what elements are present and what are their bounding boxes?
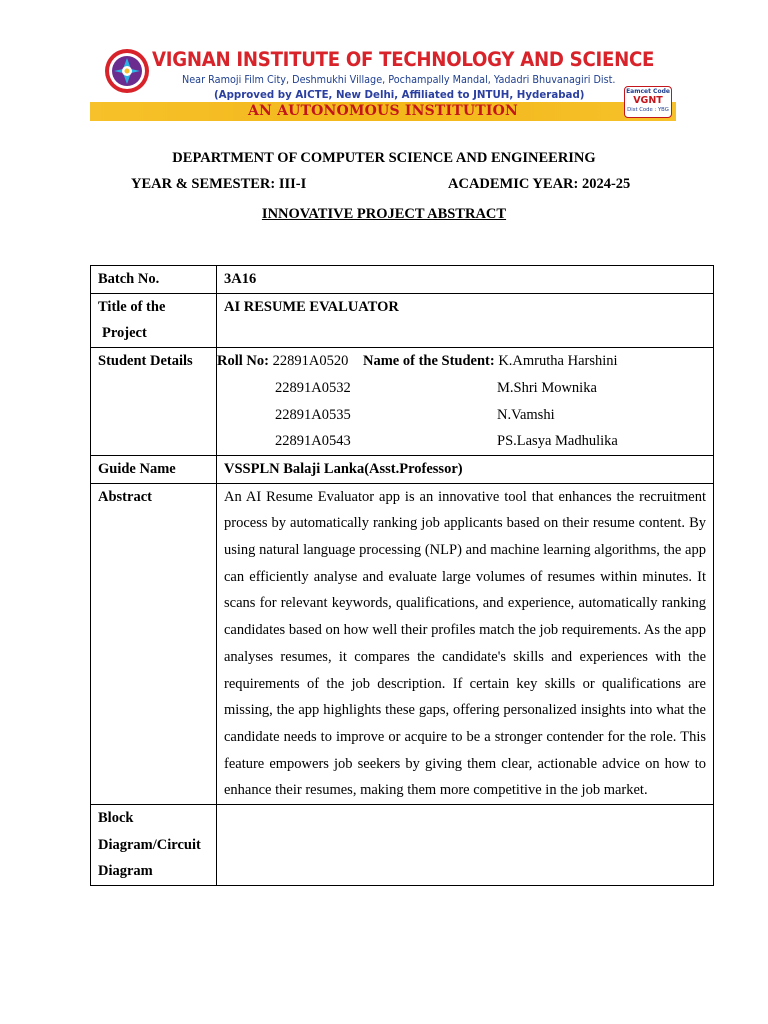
diagram-label-line2: Diagram/Circuit xyxy=(98,836,201,853)
abstract-heading: INNOVATIVE PROJECT ABSTRACT xyxy=(261,206,507,222)
project-details-table xyxy=(90,265,714,886)
title-value: AI RESUME EVALUATOR xyxy=(217,293,714,347)
table-row-abstract xyxy=(91,483,714,804)
table-row-guide xyxy=(91,455,714,483)
student-name: PS.Lasya Madhulika xyxy=(497,433,618,450)
title-label-line1: Title of the xyxy=(98,298,166,315)
dist-code: Dist Code : YBG xyxy=(627,107,669,113)
student-row xyxy=(217,402,713,429)
guide-label: Guide Name xyxy=(91,455,217,483)
eamcet-code: VGNT xyxy=(633,95,663,106)
batch-label: Batch No. xyxy=(91,266,217,294)
title-label xyxy=(91,293,217,347)
title-label-line2: Project xyxy=(102,325,147,342)
batch-value: 3A16 xyxy=(217,266,714,294)
institute-logo-icon xyxy=(104,48,150,94)
autonomous-label: AN AUTONOMOUS INSTITUTION xyxy=(247,103,519,119)
table-row-diagram xyxy=(91,805,714,886)
guide-value: VSSPLN Balaji Lanka(Asst.Professor) xyxy=(217,455,714,483)
roll-number: 22891A0520 xyxy=(272,353,349,370)
student-row xyxy=(217,428,713,455)
diagram-label-line1: Block xyxy=(98,810,134,827)
name-cell xyxy=(363,348,713,375)
institute-name: VIGNAN INSTITUTE OF TECHNOLOGY AND SCIENCE xyxy=(152,48,655,71)
abstract-text: An AI Resume Evaluator app is an innovative tool that enhances the recruitment process by automatically ranking job applicants based on their resume content. By using natural language processing (NLP) and machine learning algorithms, the app can efficiently analyse and evaluate large volumes of resumes within minutes. It scans for relevant keywords, qualifications, and experience, automatically ranking candidates based on how well their profiles match the job requirements. As the app analyses resumes, it compares the candidate's skills and experiences with the requirements of the job description. If certain key skills or qualifications are missing, the app highlights these gaps, offering personalized insights into what the candidate needs to improve or acquire to be a stronger contender for the role. This feature empowers job seekers by giving them clear, actionable advice on how to enhance their resumes, making them more competitive in the job market. xyxy=(217,483,714,804)
student-name-label: Name of the Student: xyxy=(363,353,495,370)
eamcet-code-badge xyxy=(624,86,672,118)
roll-number: 22891A0543 xyxy=(275,433,351,450)
name-cell xyxy=(363,402,713,429)
diagram-value xyxy=(217,805,714,886)
name-cell xyxy=(363,428,713,455)
year-semester: YEAR & SEMESTER: III-I xyxy=(131,176,307,192)
roll-label: Roll No: xyxy=(217,353,269,370)
department-heading: DEPARTMENT OF COMPUTER SCIENCE AND ENGINEERING xyxy=(172,150,596,166)
students-table xyxy=(217,348,713,455)
student-details-label: Student Details xyxy=(91,348,217,456)
abstract-label: Abstract xyxy=(91,483,217,804)
roll-cell xyxy=(217,348,363,375)
student-row xyxy=(217,375,713,402)
student-row xyxy=(217,348,713,375)
student-name: K.Amrutha Harshini xyxy=(498,353,618,370)
autonomous-bar xyxy=(90,102,676,121)
eamcet-label: Eamcet Code xyxy=(626,88,670,95)
roll-cell xyxy=(217,428,363,455)
table-row-students xyxy=(91,348,714,456)
roll-number: 22891A0532 xyxy=(275,379,351,396)
table-row-title xyxy=(91,293,714,347)
institute-approval: (Approved by AICTE, New Delhi, Affiliated to JNTUH, Hyderabad) xyxy=(214,88,585,101)
roll-cell xyxy=(217,402,363,429)
institute-address: Near Ramoji Film City, Deshmukhi Village, Pochampally Mandal, Yadadri Bhuvanagiri Dist. xyxy=(182,74,616,86)
table-row-batch xyxy=(91,266,714,294)
roll-cell xyxy=(217,375,363,402)
diagram-label xyxy=(91,805,217,886)
name-cell xyxy=(363,375,713,402)
academic-year: ACADEMIC YEAR: 2024-25 xyxy=(448,176,631,192)
roll-number: 22891A0535 xyxy=(275,406,351,423)
diagram-label-line3: Diagram xyxy=(98,863,153,880)
student-name: M.Shri Mownika xyxy=(497,379,597,396)
student-name: N.Vamshi xyxy=(497,406,555,423)
student-details-cell xyxy=(217,348,714,456)
institute-banner xyxy=(90,44,676,122)
